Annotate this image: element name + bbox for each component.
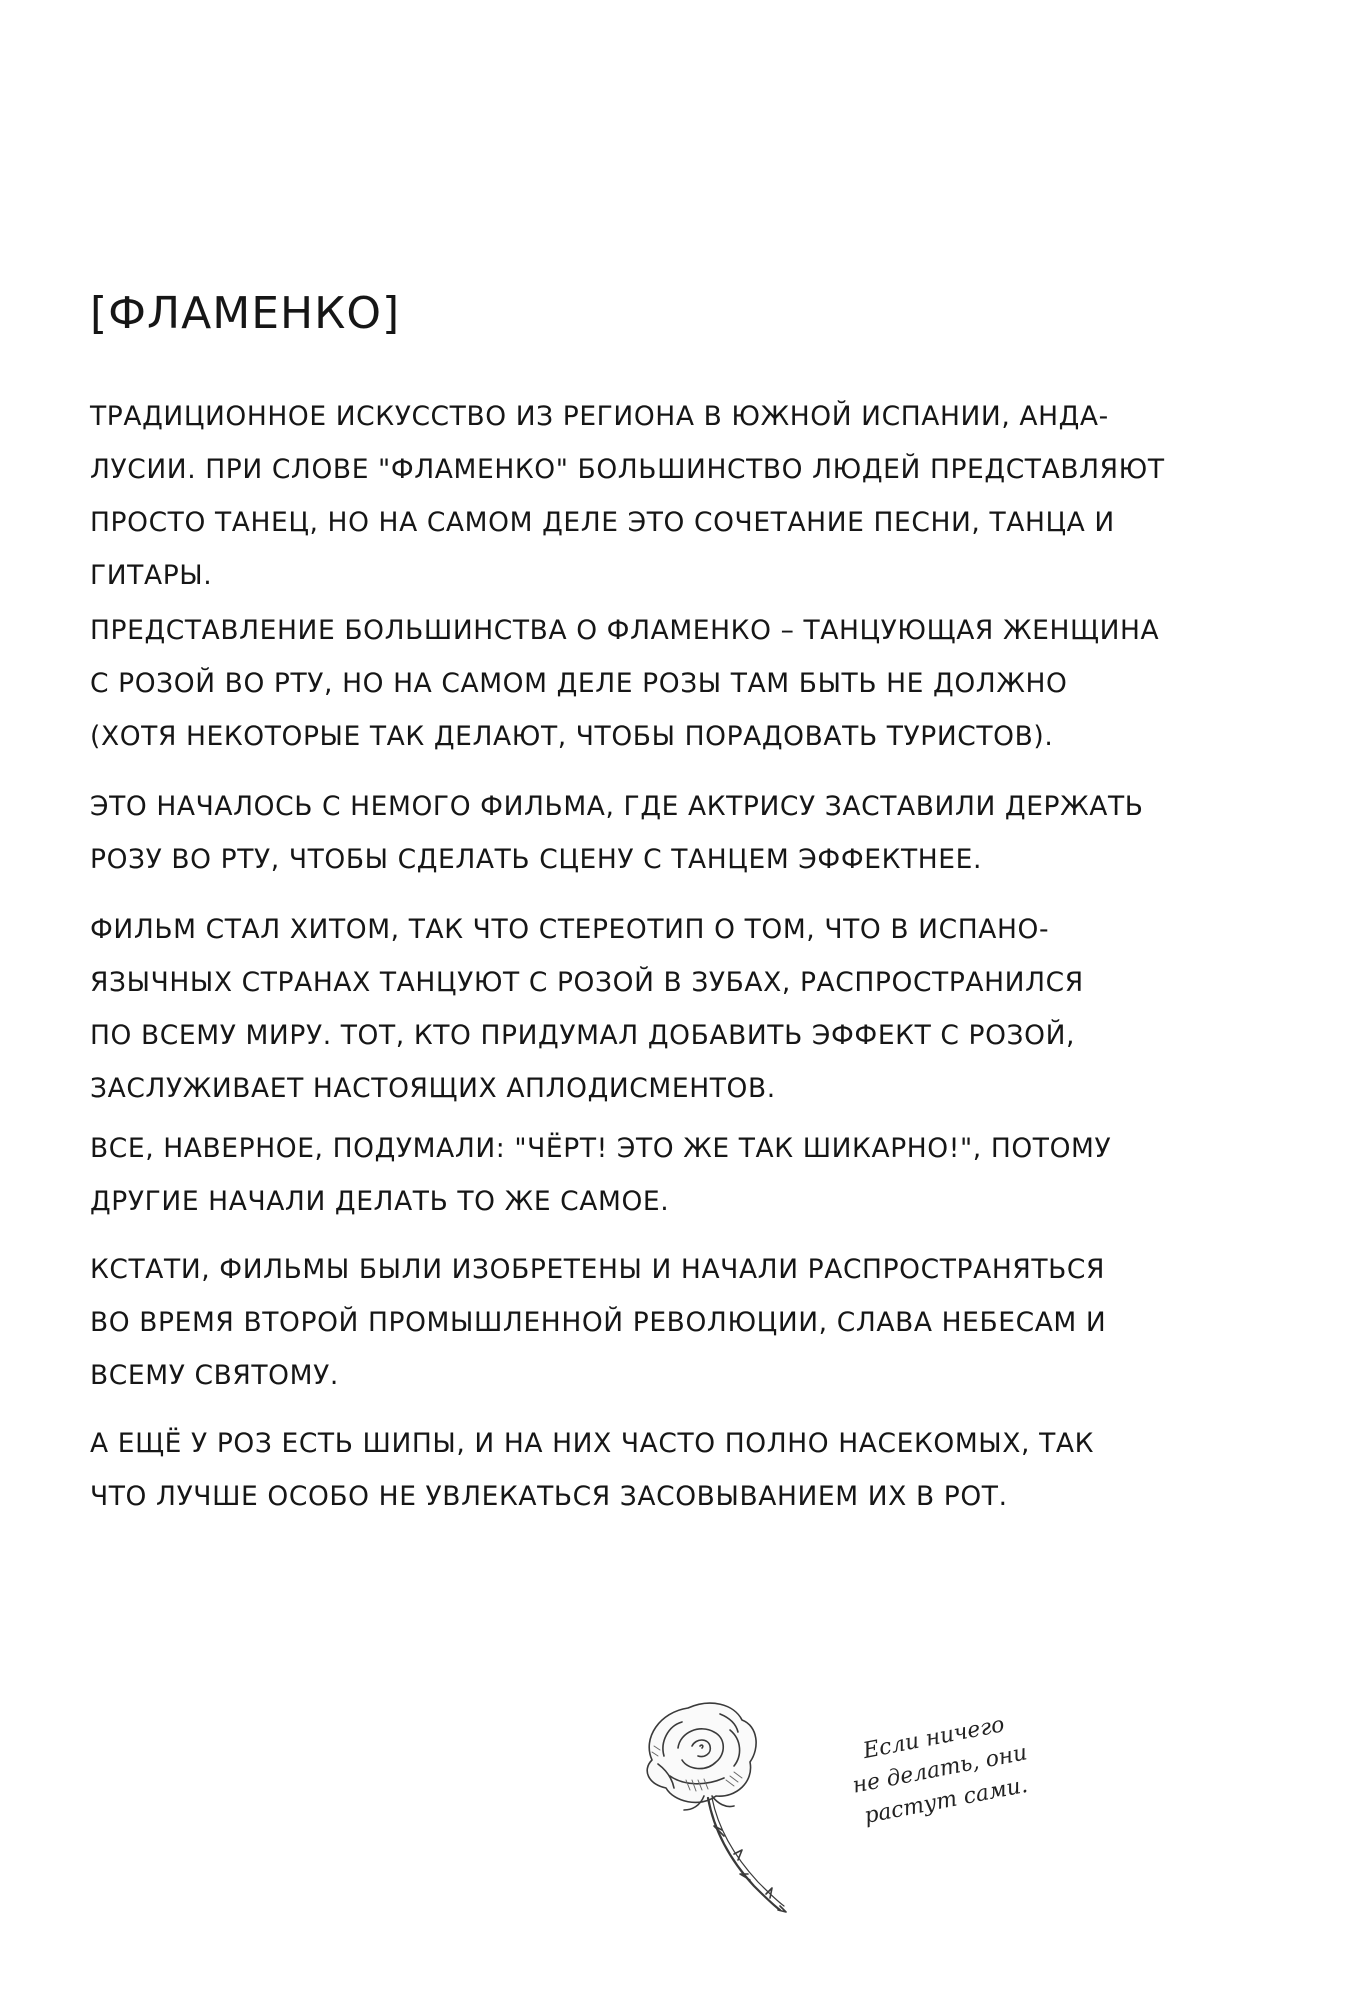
paragraph-film-history: КСТАТИ, ФИЛЬМЫ БЫЛИ ИЗОБРЕТЕНЫ И НАЧАЛИ РАСПРОСТРАНЯТЬСЯ ВО ВРЕМЯ ВТОРОЙ ПРОМЫШЛЕННОЙ РЕВОЛЮЦИИ, СЛАВА НЕБЕСАМ И ВСЕМУ СВЯТОМУ. [90, 1254, 1107, 1391]
paragraph-origin: ТРАДИЦИОННОЕ ИСКУССТВО ИЗ РЕГИОНА В ЮЖНОЙ ИСПАНИИ, АНДА- ЛУСИИ. ПРИ СЛОВЕ "ФЛАМЕНКО" БОЛЬШИНСТВО ЛЮДЕЙ ПРЕДСТАВЛЯЮТ ПРОСТО ТАНЕЦ, НО НА САМОМ ДЕЛЕ ЭТО СОЧЕТАНИЕ ПЕСНИ, ТАНЦА И ГИТАРЫ. [90, 401, 1165, 591]
paragraph-copycats: ВСЕ, НАВЕРНОЕ, ПОДУМАЛИ: "ЧЁРТ! ЭТО ЖЕ ТАК ШИКАРНО!", ПОТОМУ ДРУГИЕ НАЧАЛИ ДЕЛАТЬ ТО ЖЕ САМОЕ. [90, 1133, 1112, 1217]
paragraph-thorns: А ЕЩЁ У РОЗ ЕСТЬ ШИПЫ, И НА НИХ ЧАСТО ПОЛНО НАСЕКОМЫХ, ТАК ЧТО ЛУЧШЕ ОСОБО НЕ УВЛЕКАТЬСЯ ЗАСОВЫВАНИЕМ ИХ В РОТ. [90, 1428, 1095, 1512]
paragraph-stereotype: ФИЛЬМ СТАЛ ХИТОМ, ТАК ЧТО СТЕРЕОТИП О ТОМ, ЧТО В ИСПАНО- ЯЗЫЧНЫХ СТРАНАХ ТАНЦУЮТ С РОЗОЙ В ЗУБАХ, РАСПРОСТРАНИЛСЯ ПО ВСЕМУ МИРУ. ТОТ, КТО ПРИДУМАЛ ДОБАВИТЬ ЭФФЕКТ С РОЗОЙ, ЗАСЛУЖИВАЕТ НАСТОЯЩИХ АПЛОДИСМЕНТОВ. [90, 914, 1084, 1104]
paragraph-rose-myth: ПРЕДСТАВЛЕНИЕ БОЛЬШИНСТВА О ФЛАМЕНКО – ТАНЦУЮЩАЯ ЖЕНЩИНА С РОЗОЙ ВО РТУ, НО НА САМОМ ДЕЛЕ РОЗЫ ТАМ БЫТЬ НЕ ДОЛЖНО (ХОТЯ НЕКОТОРЫЕ ТАК ДЕЛАЮТ, ЧТОБЫ ПОРАДОВАТЬ ТУРИСТОВ). [90, 615, 1160, 752]
page-title: [ФЛАМЕНКО] [90, 288, 401, 339]
rose-caption: Если ничего не делать, они растут сами. [850, 1712, 1030, 1830]
paragraph-silent-film: ЭТО НАЧАЛОСЬ С НЕМОГО ФИЛЬМА, ГДЕ АКТРИСУ ЗАСТАВИЛИ ДЕРЖАТЬ РОЗУ ВО РТУ, ЧТОБЫ СДЕЛАТЬ СЦЕНУ С ТАНЦЕМ ЭФФЕКТНЕЕ. [90, 791, 1144, 875]
